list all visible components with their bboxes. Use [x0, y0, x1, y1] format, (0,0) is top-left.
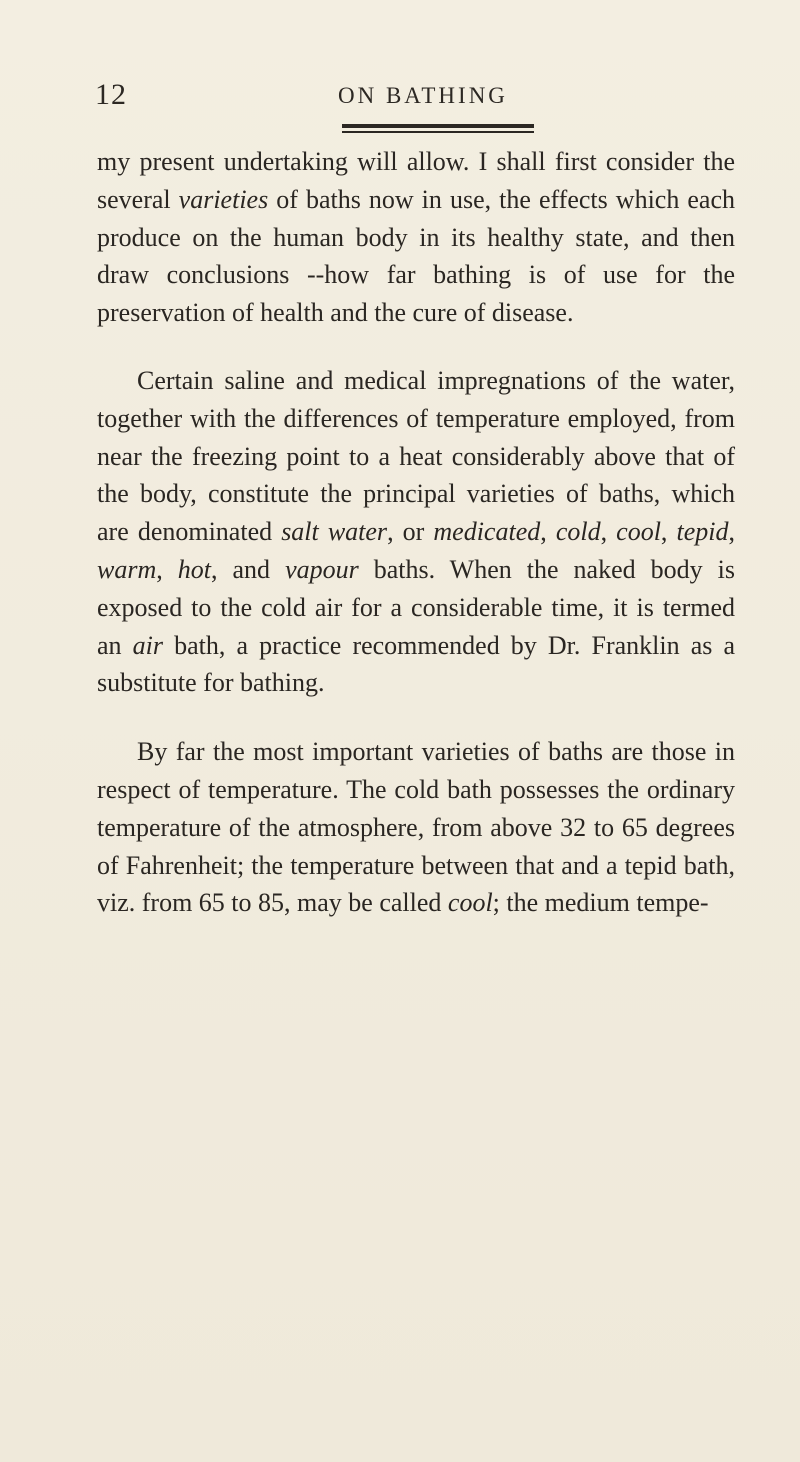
page-number: 12	[95, 78, 127, 111]
text-run: , and	[211, 554, 286, 584]
italic-term: hot	[177, 554, 211, 584]
paragraph-gap	[97, 332, 735, 362]
italic-term: medicated	[433, 517, 541, 547]
paragraph-gap	[97, 702, 735, 733]
text-run: , or	[387, 517, 434, 547]
header-rule	[342, 122, 534, 134]
italic-term: cool	[447, 888, 493, 918]
text-run: ,	[600, 517, 617, 547]
italic-term: vapour	[285, 554, 359, 584]
paragraph-2	[97, 362, 735, 702]
text-run: Certain saline and medical impregnations of the water, together with the differences of temperature employed, from near the freezing point to a heat considerably above that of the body, constitute the principal varieties of baths, which are denominated	[97, 365, 735, 547]
italic-term: salt water	[281, 517, 388, 547]
text-run: ,	[660, 517, 677, 547]
body-text	[97, 143, 735, 922]
text-run: ,	[540, 517, 556, 547]
text-run: By far the most important varieties of baths are those in respect of temperature. The cold bath possesses the ordinary temperature of the atmosphere, from above 32 to 65 degrees of Fahrenheit; the temperature between that and a tepid bath, viz. from 65 to 85, may be called	[97, 737, 735, 918]
italic-term: varieties	[178, 184, 269, 214]
header-rule-thin	[342, 131, 534, 133]
page-header	[0, 78, 800, 118]
italic-term: cold	[555, 517, 601, 547]
italic-term: warm	[97, 554, 157, 584]
text-run: ,	[156, 554, 178, 584]
italic-term: cool	[616, 517, 661, 547]
paragraph-1	[97, 143, 735, 332]
text-run: of baths now in use, the effects which each produce on the human body in its healthy state, and then draw conclusions --how far bathing is of use for the preservation of health and the cure of disease.	[97, 184, 735, 328]
text-run: ,	[728, 517, 735, 547]
running-title: ON BATHING	[338, 83, 508, 108]
paragraph-3	[97, 733, 735, 922]
text-run: ; the medium tempe-	[492, 888, 709, 918]
text-run: baths. When the naked body is exposed to the cold air for a considerable time, it is termed an	[97, 554, 736, 660]
italic-term: tepid	[676, 517, 729, 547]
text-run: bath, a practice recommended by Dr. Franklin as a substitute for bathing.	[97, 630, 735, 698]
italic-term: air	[132, 630, 163, 660]
header-rule-thick	[342, 124, 534, 128]
text-run: my present undertaking will allow. I shall first consider the several	[97, 147, 735, 214]
